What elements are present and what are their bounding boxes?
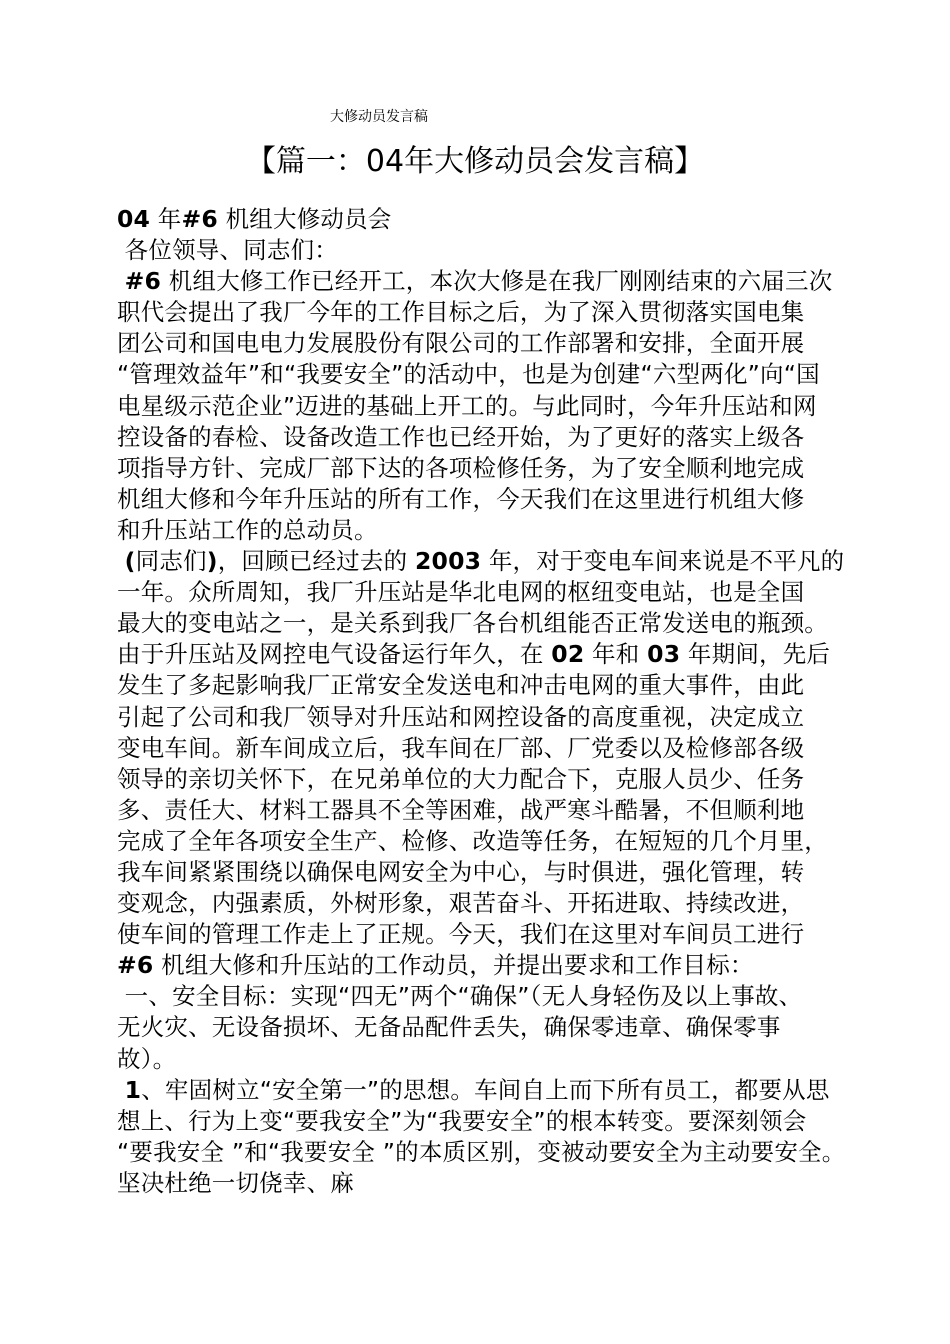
text-run: 我车间紧紧围绕以确保电网安全为中心，与时俱进，强化管理，转: [117, 857, 805, 886]
text-line: [117, 1044, 842, 1075]
text-run: #6: [181, 205, 218, 233]
text-line: [117, 1106, 842, 1137]
text-run: 多、责任大、材料工器具不全等困难，战严寒斗酷暑，不但顺利地: [117, 795, 805, 824]
text-run: 控设备的春检、设备改造工作也已经开始，为了更好的落实上级各: [117, 422, 805, 451]
text-line: [117, 981, 842, 1012]
text-line: [117, 950, 842, 981]
text-run: 年和: [584, 640, 648, 669]
text-run: 年，对于变电车间来说是不平凡的: [481, 547, 845, 576]
text-line: [117, 1168, 842, 1199]
text-line: [117, 204, 842, 235]
text-run: 年期间，先后: [680, 640, 831, 669]
text-run: 发生了多起影响我厂正常安全发送电和冲击电网的重大事件，由此: [117, 671, 805, 700]
text-run: 坚决杜绝一切侥幸、麻: [117, 1168, 354, 1197]
text-line: [117, 546, 845, 577]
text-run: 机组大修和升压站的工作动员，并提出要求和工作目标：: [153, 951, 754, 980]
text-line: [117, 826, 842, 857]
text-run: 04: [117, 205, 151, 233]
text-line: [117, 764, 842, 795]
text-line: [117, 359, 842, 390]
document-title: 【篇一：04年大修动员会发言稿】: [245, 144, 705, 179]
text-line: [117, 391, 842, 422]
text-line: [117, 515, 842, 546]
text-line: [117, 888, 842, 919]
text-run: 项指导方针、完成厂部下达的各项检修任务，为了安全顺利地完成: [117, 453, 805, 482]
text-run: “要我安全 ”和“我要安全 ”的本质区别，变被动要安全为主动要安全。: [117, 1137, 846, 1166]
text-run: 故）。: [117, 1044, 177, 1073]
text-line: [117, 1012, 842, 1043]
text-line: [117, 919, 842, 950]
text-run: 引起了公司和我厂领导对升压站和网控设备的高度重视，决定成立: [117, 702, 805, 731]
text-run: 同志们: [135, 547, 207, 576]
text-run: 由于升压站及网控电气设备运行年久，在: [117, 640, 552, 669]
text-line: [117, 328, 842, 359]
text-run: 想上、行为上变“要我安全”为“我要安全”的根本转变。要深刻领会: [117, 1106, 807, 1135]
page-header: 大修动员发言稿: [330, 109, 428, 125]
text-run: [117, 547, 125, 575]
text-line: [117, 795, 842, 826]
text-line: [117, 857, 842, 888]
text-run: 一、安全目标：实现“四无”两个“确保”（无人身轻伤及以上事故、: [117, 982, 803, 1011]
text-run: 、牢固树立“安全第一”的思想。车间自上而下所有员工，都要从思: [141, 1075, 830, 1104]
text-run: 一年。众所周知，我厂升压站是华北电网的枢纽变电站，也是全国: [117, 578, 805, 607]
text-run: 和升压站工作的总动员。: [117, 515, 378, 544]
text-run: 机组大修和今年升压站的所有工作，今天我们在这里进行机组大修: [117, 484, 805, 513]
text-run: 变观念，内强素质，外树形象，艰苦奋斗、开拓进取、持续改进，: [117, 889, 805, 918]
text-run: 2003: [414, 547, 482, 576]
text-run: #6: [124, 267, 162, 296]
text-run: 电星级示范企业”迈进的基础上开工的。与此同时，今年升压站和网: [117, 391, 817, 420]
text-run: 02: [551, 640, 585, 669]
text-line: [117, 670, 842, 701]
text-run: 使车间的管理工作走上了正规。今天，我们在这里对车间员工进行: [117, 920, 805, 949]
text-run: 职代会提出了我厂今年的工作目标之后，为了深入贯彻落实国电集: [117, 298, 805, 327]
text-run: 各位领导、同志们：: [117, 236, 338, 265]
text-line: [117, 1075, 842, 1106]
text-run: (: [124, 547, 136, 576]
text-run: #6: [117, 951, 154, 980]
text-line: [117, 297, 842, 328]
text-run: 领导的亲切关怀下，在兄弟单位的大力配合下，克服人员少、任务: [117, 764, 805, 793]
text-run: [117, 1076, 125, 1104]
text-line: [117, 733, 842, 764]
text-run: 变电车间。新车间成立后，我车间在厂部、厂党委以及检修部各级: [117, 733, 805, 762]
text-run: 完成了全年各项安全生产、检修、改造等任务，在短短的几个月里，: [117, 826, 828, 855]
text-run: 团公司和国电电力发展股份有限公司的工作部署和安排，全面开展: [117, 329, 805, 358]
text-run: 年: [150, 205, 182, 233]
text-run: 机组大修动员会: [217, 205, 392, 233]
text-run: [117, 267, 125, 295]
text-line: [117, 484, 842, 515]
text-run: 最大的变电站之一，是关系到我厂各台机组能否正常发送电的瓶颈。: [117, 609, 828, 638]
text-run: 机组大修工作已经开工，本次大修是在我厂刚刚结束的六届三次: [161, 267, 833, 296]
text-line: [117, 422, 842, 453]
text-line: [117, 266, 842, 297]
text-line: [117, 702, 842, 733]
text-run: 1: [124, 1075, 142, 1104]
text-line: [117, 453, 842, 484]
text-line: [117, 608, 842, 639]
text-line: [117, 639, 842, 670]
text-line: [117, 1137, 846, 1168]
text-run: ，回顾已经过去的: [217, 547, 415, 576]
text-run: 03: [647, 640, 681, 669]
text-run: “管理效益年”和“我要安全”的活动中，也是为创建“六型两化”向“国: [117, 360, 820, 389]
text-line: [117, 235, 842, 266]
document-body: [117, 204, 846, 1199]
text-line: [117, 577, 842, 608]
text-run: ): [206, 547, 218, 576]
text-run: 无火灾、无设备损坏、无备品配件丢失，确保零违章、确保零事: [117, 1013, 781, 1042]
